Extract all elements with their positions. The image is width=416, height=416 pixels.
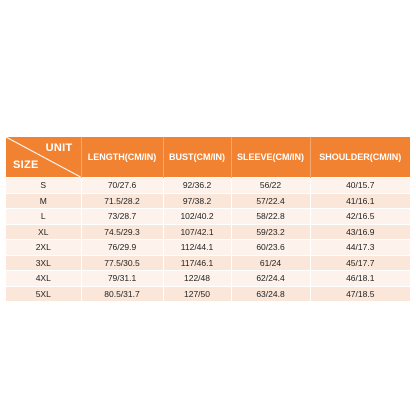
table-row: [6, 286, 410, 301]
unit-label: UNIT: [45, 142, 73, 154]
bust-cell: 122/48: [163, 271, 231, 287]
size-chart-table: [6, 137, 410, 301]
bust-cell: 102/40.2: [163, 209, 231, 225]
table-header-row: [6, 137, 410, 178]
table-row: [6, 224, 410, 240]
sleeve-cell: 62/24.4: [231, 271, 310, 287]
length-cell: 77.5/30.5: [81, 255, 163, 271]
length-cell: 80.5/31.7: [81, 286, 163, 301]
bust-cell: 112/44.1: [163, 240, 231, 256]
table-row: [6, 240, 410, 256]
sleeve-cell: 60/23.6: [231, 240, 310, 256]
shoulder-cell: 45/17.7: [310, 255, 410, 271]
size-cell: L: [6, 209, 81, 225]
sleeve-cell: 61/24: [231, 255, 310, 271]
shoulder-cell: 46/18.1: [310, 271, 410, 287]
bust-cell: 92/36.2: [163, 178, 231, 194]
sleeve-cell: 59/23.2: [231, 224, 310, 240]
header-sleeve: SLEEVE(CM/IN): [231, 137, 310, 178]
table-row: [6, 255, 410, 271]
size-label: SIZE: [13, 159, 39, 171]
sleeve-cell: 56/22: [231, 178, 310, 194]
bust-cell: 117/46.1: [163, 255, 231, 271]
bust-cell: 107/42.1: [163, 224, 231, 240]
length-cell: 71.5/28.2: [81, 193, 163, 209]
shoulder-cell: 47/18.5: [310, 286, 410, 301]
shoulder-cell: 43/16.9: [310, 224, 410, 240]
header-bust: BUST(CM/IN): [163, 137, 231, 178]
size-cell: 2XL: [6, 240, 81, 256]
sleeve-cell: 57/22.4: [231, 193, 310, 209]
size-cell: 5XL: [6, 286, 81, 301]
table-row: [6, 271, 410, 287]
shoulder-cell: 44/17.3: [310, 240, 410, 256]
bust-cell: 127/50: [163, 286, 231, 301]
size-cell: 3XL: [6, 255, 81, 271]
header-shoulder: SHOULDER(CM/IN): [310, 137, 410, 178]
size-cell: M: [6, 193, 81, 209]
size-cell: XL: [6, 224, 81, 240]
length-cell: 74.5/29.3: [81, 224, 163, 240]
length-cell: 73/28.7: [81, 209, 163, 225]
length-cell: 70/27.6: [81, 178, 163, 194]
shoulder-cell: 42/16.5: [310, 209, 410, 225]
table-row: [6, 193, 410, 209]
table-row: [6, 178, 410, 194]
header-length: LENGTH(CM/IN): [81, 137, 163, 178]
table-row: [6, 209, 410, 225]
size-cell: S: [6, 178, 81, 194]
shoulder-cell: 40/15.7: [310, 178, 410, 194]
sleeve-cell: 63/24.8: [231, 286, 310, 301]
length-cell: 79/31.1: [81, 271, 163, 287]
size-cell: 4XL: [6, 271, 81, 287]
shoulder-cell: 41/16.1: [310, 193, 410, 209]
sleeve-cell: 58/22.8: [231, 209, 310, 225]
corner-header-cell: [6, 137, 81, 178]
length-cell: 76/29.9: [81, 240, 163, 256]
bust-cell: 97/38.2: [163, 193, 231, 209]
